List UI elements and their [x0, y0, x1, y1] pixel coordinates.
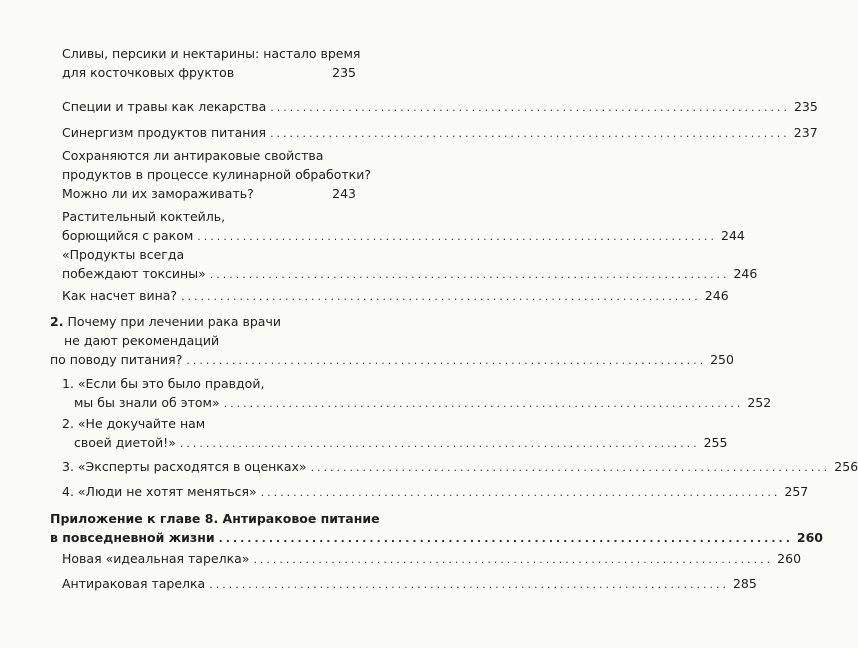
toc-entry — [62, 207, 745, 246]
section-number: 2. — [50, 314, 64, 329]
toc-entry — [62, 374, 772, 413]
page-number: 260 — [796, 530, 823, 545]
toc-entry — [62, 44, 361, 82]
leader-dots: ................................................................................ — [218, 532, 793, 545]
leader-dots: ................................................................................ — [270, 101, 790, 114]
page-number: 244 — [721, 228, 745, 243]
toc-entry — [62, 414, 728, 453]
leader-dots: ................................................................................ — [186, 354, 707, 367]
leader-dots: ................................................................................ — [310, 461, 831, 474]
page-number: 235 — [332, 65, 356, 80]
toc-entry-line: мы бы знали об этом» — [74, 395, 220, 410]
toc-entry — [50, 312, 734, 370]
page-number: 255 — [703, 435, 728, 450]
leader-dots: ................................................................................ — [270, 127, 790, 140]
toc-entry — [62, 482, 809, 502]
page-number: 252 — [747, 395, 772, 410]
leader-dots: ................................................................................ — [181, 290, 701, 303]
leader-dots: ................................................................................ — [223, 397, 744, 410]
toc-entry-line: Новая «идеальная тарелка» — [62, 551, 250, 566]
toc-entry-line: Сливы, персики и нектарины: настало время — [62, 46, 361, 61]
toc-entry-line: борющийся с раком — [62, 228, 194, 243]
toc-entry — [50, 509, 823, 548]
page-number: 235 — [793, 99, 818, 114]
page-number: 257 — [784, 484, 809, 499]
toc-entry-line: Сохраняются ли антираковые свойства — [62, 148, 324, 163]
toc-entry-line: Специи и травы как лекарства — [62, 99, 267, 114]
leader-dots: ................................................................................ — [209, 578, 729, 591]
toc-entry — [62, 146, 371, 203]
page-number: 250 — [710, 352, 734, 367]
toc-entry-line: не дают рекомендаций — [64, 333, 220, 348]
toc-entry-line: Почему при лечении рака врачи — [67, 314, 281, 329]
leader-dots: ................................................................................ — [260, 486, 781, 499]
page-number: 285 — [732, 576, 757, 591]
toc-entry-line: для косточковых фруктов — [62, 65, 235, 80]
toc-entry-line: Можно ли их замораживать? — [62, 186, 254, 201]
toc-entry — [62, 286, 729, 306]
toc-entry-line: 4. «Люди не хотят меняться» — [62, 484, 257, 499]
toc-entry-line: в повседневной жизни — [50, 530, 215, 545]
toc-entry-line: продуктов в процессе кулинарной обработки? — [62, 167, 371, 182]
toc-entry-line: Приложение к главе 8. Антираковое питание — [50, 511, 380, 526]
toc-entry-line: 3. «Эксперты расходятся в оценках» — [62, 459, 307, 474]
leader-dots: ................................................................................ — [209, 268, 730, 281]
toc-entry-line: 1. «Если бы это было правдой, — [62, 376, 265, 391]
toc-entry — [62, 457, 858, 477]
toc-entry-line: «Продукты всегда — [62, 247, 185, 262]
leader-dots: ................................................................................ — [197, 230, 718, 243]
page-number: 237 — [793, 125, 818, 140]
page-number: 246 — [733, 266, 758, 281]
leader-dots: ................................................................................ — [179, 437, 700, 450]
toc-entry — [62, 574, 757, 594]
toc-entry-line: Как насчет вина? — [62, 288, 178, 303]
toc-entry — [62, 245, 758, 284]
page-number: 260 — [777, 551, 802, 566]
toc-entry-line: Растительный коктейль, — [62, 209, 226, 224]
toc-entry — [62, 123, 818, 143]
leader-dots: ................................................................................ — [253, 553, 774, 566]
page-number: 246 — [704, 288, 729, 303]
toc-entry — [62, 97, 818, 117]
toc-entry-line: побеждают токсины» — [62, 266, 206, 281]
toc-entry-line: Антираковая тарелка — [62, 576, 206, 591]
toc-entry-line: Синергизм продуктов питания — [62, 125, 267, 140]
page-number: 256 — [834, 459, 858, 474]
toc-entry — [62, 549, 802, 569]
toc-entry-line: 2. «Не докучайте нам — [62, 416, 206, 431]
page-number: 243 — [332, 186, 356, 201]
toc-entry-line: своей диетой!» — [74, 435, 176, 450]
toc-entry-line: по поводу питания? — [50, 352, 183, 367]
